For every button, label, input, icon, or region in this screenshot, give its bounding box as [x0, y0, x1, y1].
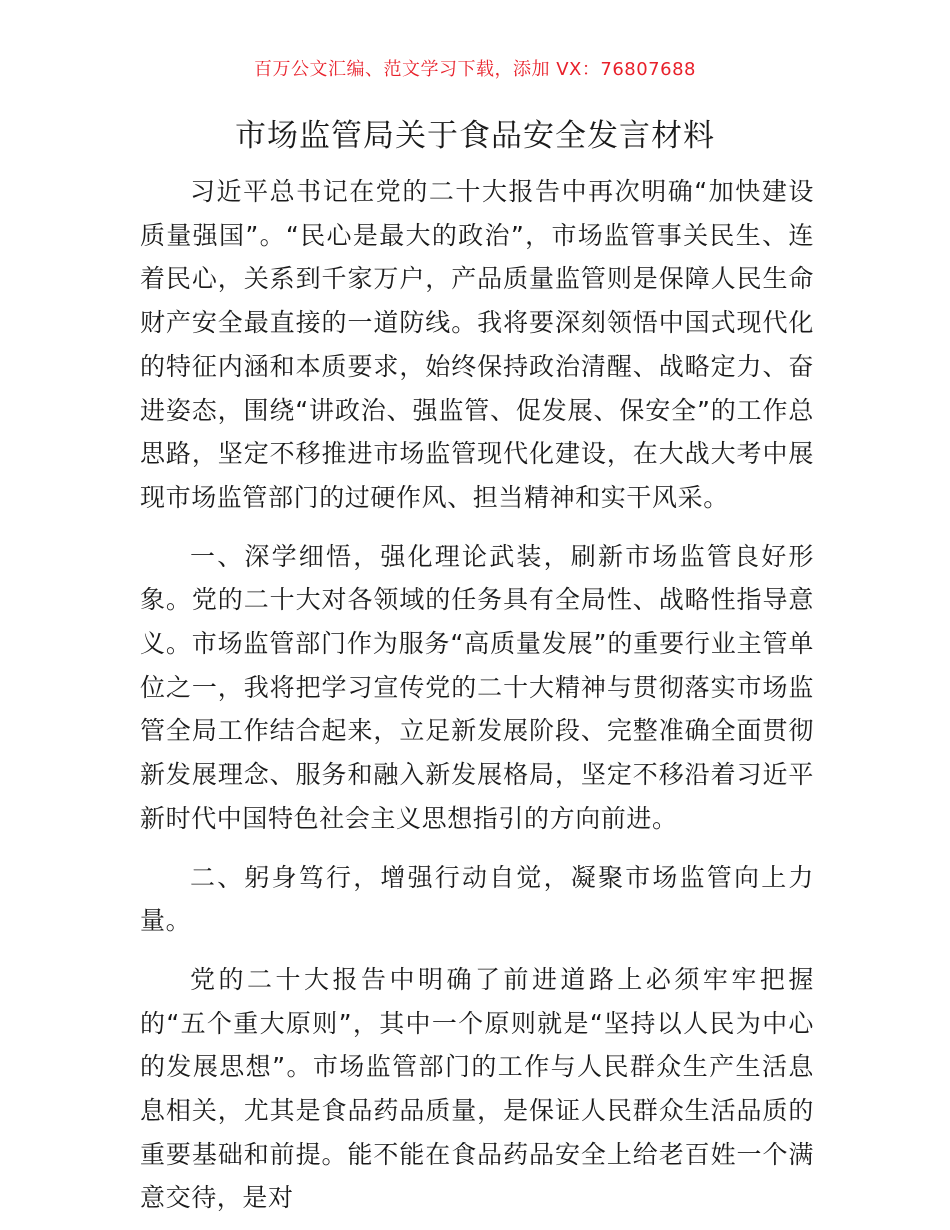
section-two-heading: 二、躬身笃行，增强行动自觉，凝聚市场监管向上力量。	[140, 862, 814, 936]
document-body	[140, 170, 814, 1220]
paragraph-section-two: 党的二十大报告中明确了前进道路上必须牢牢把握的“五个重大原则”，其中一个原则就是“坚持以人民为中心的发展思想”。市场监管部门的工作与人民群众生产生活息息相关，尤其是食品药品质量，是保证人民群众生活品质的重要基础和前提。能不能在食品药品安全上给老百姓一个满意交待，是对	[140, 964, 814, 1213]
paragraph-intro: 习近平总书记在党的二十大报告中再次明确“加快建设质量强国”。“民心是最大的政治”，市场监管事关民生、连着民心，关系到千家万户，产品质量监管则是保障人民生命财产安全最直接的一道防线。我将要深刻领悟中国式现代化的特征内涵和本质要求，始终保持政治清醒、战略定力、奋进姿态，围绕“讲政治、强监管、促发展、保安全”的工作总思路，坚定不移推进市场监管现代化建设，在大战大考中展现市场监管部门的过硬作风、担当精神和实干风采。	[140, 177, 814, 512]
paragraph-section-one: 一、深学细悟，强化理论武装，刷新市场监管良好形象。党的二十大对各领域的任务具有全局性、战略性指导意义。市场监管部门作为服务“高质量发展”的重要行业主管单位之一，我将把学习宣传党的二十大精神与贯彻落实市场监管全局工作结合起来，立足新发展阶段、完整准确全面贯彻新发展理念、服务和融入新发展格局，坚定不移沿着习近平新时代中国特色社会主义思想指引的方向前进。	[140, 541, 814, 833]
page-title: 市场监管局关于食品安全发言材料	[235, 118, 715, 154]
download-notice: 百万公文汇编、范文学习下载，添加 VX：76807688	[254, 59, 696, 80]
